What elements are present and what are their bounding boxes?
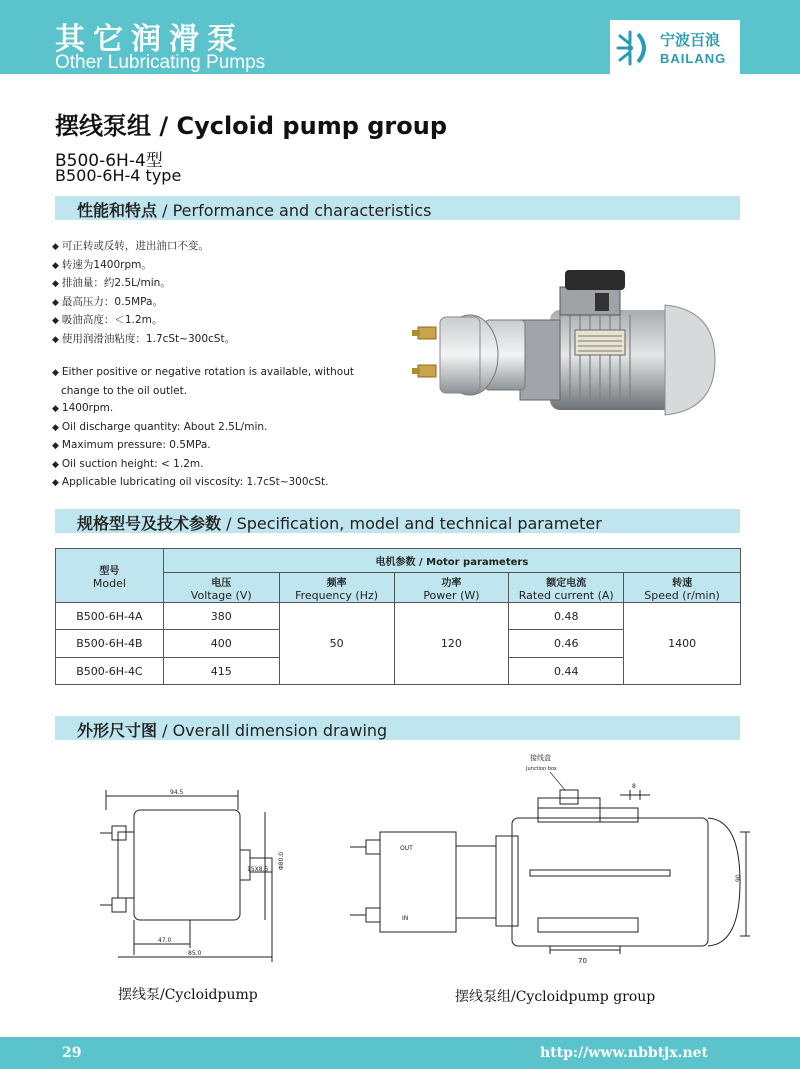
page-footer	[0, 1037, 800, 1069]
svg-text:接线盒: 接线盒	[530, 754, 551, 762]
list-item: ◆ Either positive or negative rotation is available, without	[52, 366, 354, 378]
motor-params-header: 电机参数 / Motor parameters	[163, 549, 740, 573]
feature-list	[52, 238, 412, 493]
list-item: ◆ 可正转或反转，进出油口不变。	[52, 240, 209, 252]
speed-header: 转速 Speed (r/min)	[624, 573, 741, 603]
diamond-bullet-icon: ◆	[52, 459, 59, 470]
speed-cell: 1400	[624, 603, 741, 685]
svg-text:85.0: 85.0	[188, 950, 202, 957]
svg-text:15X8.5: 15X8.5	[247, 866, 269, 873]
list-item: ◆ 吸油高度：＜1.2m。	[52, 314, 163, 326]
drawing-heading-cn: 外形尺寸图	[77, 721, 158, 740]
list-item: ◆ 最高压力：0.5MPa。	[52, 295, 163, 308]
diamond-bullet-icon: ◆	[52, 242, 59, 252]
diamond-bullet-icon: ◆	[52, 316, 59, 326]
table-row: B500-6H-4A 380 50 120 0.48 1400	[56, 603, 741, 630]
diamond-bullet-icon: ◆	[52, 422, 59, 433]
svg-text:70: 70	[578, 957, 587, 965]
diamond-bullet-icon: ◆	[52, 368, 59, 378]
spec-heading-en: / Specification, model and technical parameter	[221, 514, 602, 533]
list-item: ◆ 使用润滑油粘度：1.7cSt~300cSt。	[52, 332, 236, 345]
caption-cycloid-pump-group: 摆线泵组/Cycloidpump group	[455, 989, 656, 1005]
svg-text:94.5: 94.5	[170, 789, 184, 796]
diamond-bullet-icon: ◆	[52, 297, 59, 308]
svg-text:OUT: OUT	[400, 845, 413, 852]
website-link[interactable]: http://www.nbbtjx.net	[540, 1045, 708, 1061]
diamond-bullet-icon: ◆	[52, 478, 59, 488]
frequency-cell: 50	[279, 603, 394, 685]
caption-cycloid-pump: 摆线泵/Cycloidpump	[118, 987, 258, 1003]
model-header: 型号 Model	[56, 549, 164, 603]
model-type-cn: B500-6H-4型	[55, 151, 163, 171]
power-header: 功率 Power (W)	[394, 573, 509, 603]
product-title: 摆线泵组 / Cycloid pump group	[55, 112, 448, 140]
spec-table	[55, 548, 741, 685]
svg-text:8: 8	[632, 783, 636, 790]
svg-text:IN: IN	[402, 915, 409, 922]
list-item: ◆ Applicable lubricating oil viscosity: 1.7cSt~300cSt.	[52, 476, 329, 488]
page-number: 29	[62, 1045, 82, 1061]
drawing-heading-en: / Overall dimension drawing	[157, 721, 388, 740]
diamond-bullet-icon: ◆	[52, 279, 59, 289]
page-header	[0, 0, 800, 78]
spec-heading-cn: 规格型号及技术参数	[77, 514, 222, 533]
diamond-bullet-icon: ◆	[52, 441, 59, 451]
pump-photo	[410, 265, 730, 425]
bailang-logo-icon	[616, 28, 656, 68]
diamond-bullet-icon: ◆	[52, 334, 59, 345]
svg-text:Φ80.0: Φ80.0	[278, 851, 285, 870]
list-item-continuation: change to the oil outlet.	[61, 384, 188, 397]
header-title-en: Other Lubricating Pumps	[55, 52, 266, 73]
list-item: ◆ 转速为1400rpm。	[52, 258, 152, 271]
performance-heading-en: / Performance and characteristics	[157, 201, 432, 220]
table-row: B500-6H-4C 415 0.44	[56, 658, 741, 685]
logo-text-cn: 宁波百浪	[660, 31, 721, 49]
svg-text:90: 90	[735, 874, 742, 882]
frequency-header: 频率 Frequency (Hz)	[279, 573, 394, 603]
power-cell: 120	[394, 603, 509, 685]
voltage-header: 电压 Voltage (V)	[163, 573, 279, 603]
model-type-en: B500-6H-4 type	[55, 166, 182, 185]
current-header: 额定电流 Rated current (A)	[509, 573, 624, 603]
spec-section-header	[55, 509, 740, 533]
diamond-bullet-icon: ◆	[52, 404, 59, 414]
drawing-section-header	[55, 716, 740, 740]
svg-text:Junction box: Junction box	[526, 766, 557, 772]
performance-heading-cn: 性能和特点	[77, 201, 158, 220]
list-item: ◆ 1400rpm.	[52, 402, 114, 414]
dimension-drawing	[60, 750, 750, 980]
svg-text:47.0: 47.0	[158, 937, 172, 944]
diamond-bullet-icon: ◆	[52, 260, 59, 271]
table-row: B500-6H-4B 400 0.46	[56, 630, 741, 658]
list-item: ◆ Oil suction height: < 1.2m.	[52, 457, 204, 470]
header-title-cn: 其它润滑泵	[55, 22, 245, 57]
list-item: ◆ Oil discharge quantity: About 2.5L/min.	[52, 420, 268, 433]
performance-section-header	[55, 196, 740, 220]
logo-text-en: BAILANG	[660, 51, 727, 66]
list-item: ◆ 排油量：约2.5L/min。	[52, 277, 171, 289]
header-divider	[0, 74, 800, 78]
list-item: ◆ Maximum pressure: 0.5MPa.	[52, 439, 211, 451]
